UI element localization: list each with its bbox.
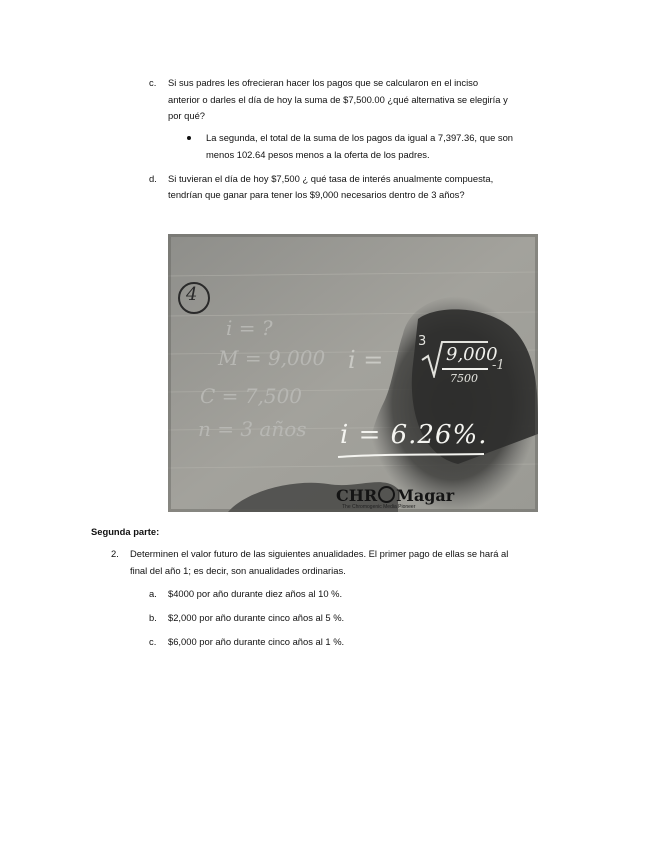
item-2-marker: 2. [111,548,119,559]
logo-part-1: CHR [336,486,378,505]
fraction-bar [442,368,488,370]
note-n-value: n = 3 años [198,417,307,441]
item-d-line-1: Si tuvieran el día de hoy $7,500 ¿ qué tasa de interés anualmente compuesta, [168,173,494,184]
result-underline [336,452,486,460]
logo-part-2: Magar [396,486,455,505]
item-d-line-2: tendrían que ganar para tener los $9,000 necesarios dentro de 3 años? [168,189,465,200]
item-c-line-2: anterior o darles el día de hoy la suma de $7,500.00 ¿qué alternativa se elegiría y [168,94,508,105]
item-c-line-1: Si sus padres les ofrecieran hacer los pagos que se calcularon en el inciso [168,77,479,88]
note-c-value: C = 7,500 [200,384,303,408]
item-c-marker: c. [149,77,157,88]
section-heading: Segunda parte: [91,526,160,537]
item-d-marker: d. [149,173,157,184]
circled-number: 4 [186,284,198,305]
item-2-line-1: Determinen el valor futuro de las siguientes anualidades. El primer pago de ellas se hará al [130,548,509,559]
item-2-line-2: final del año 1; es decir, son anualidades ordinarias. [130,565,346,576]
subitem-b-text: $2,000 por año durante cinco años al 5 %. [168,612,345,623]
note-i-unknown: i = ? [226,316,273,340]
note-m-value: M = 9,000 [218,346,326,370]
fraction-numerator: 9,000 [446,344,498,365]
subitem-c-marker: c. [149,636,157,647]
item-c-line-3: por qué? [168,110,206,121]
result-value: i = 6.26%. [340,420,488,450]
formula-i-label: i = [348,346,384,374]
subitem-b-marker: b. [149,612,157,623]
bullet-line-2: menos 102.64 pesos menos a la oferta de los padres. [206,149,430,160]
subitem-c-text: $6,000 por año durante cinco años al 1 %. [168,636,345,647]
bullet-dot-icon [187,136,191,140]
logo-o-icon [378,486,395,503]
subitem-a-text: $4000 por año durante diez años al 10 %. [168,588,343,599]
minus-one: -1 [492,358,505,373]
bullet-line-1: La segunda, el total de la suma de los pagos da igual a 7,397.36, que son [206,132,513,143]
root-index: 3 [418,334,427,349]
subitem-a-marker: a. [149,588,157,599]
logo-tagline: The Chromogenic Media Pioneer [342,504,416,510]
chromagar-logo [336,486,454,505]
handwritten-notes-photo [168,234,538,512]
fraction-denominator: 7500 [450,372,478,385]
